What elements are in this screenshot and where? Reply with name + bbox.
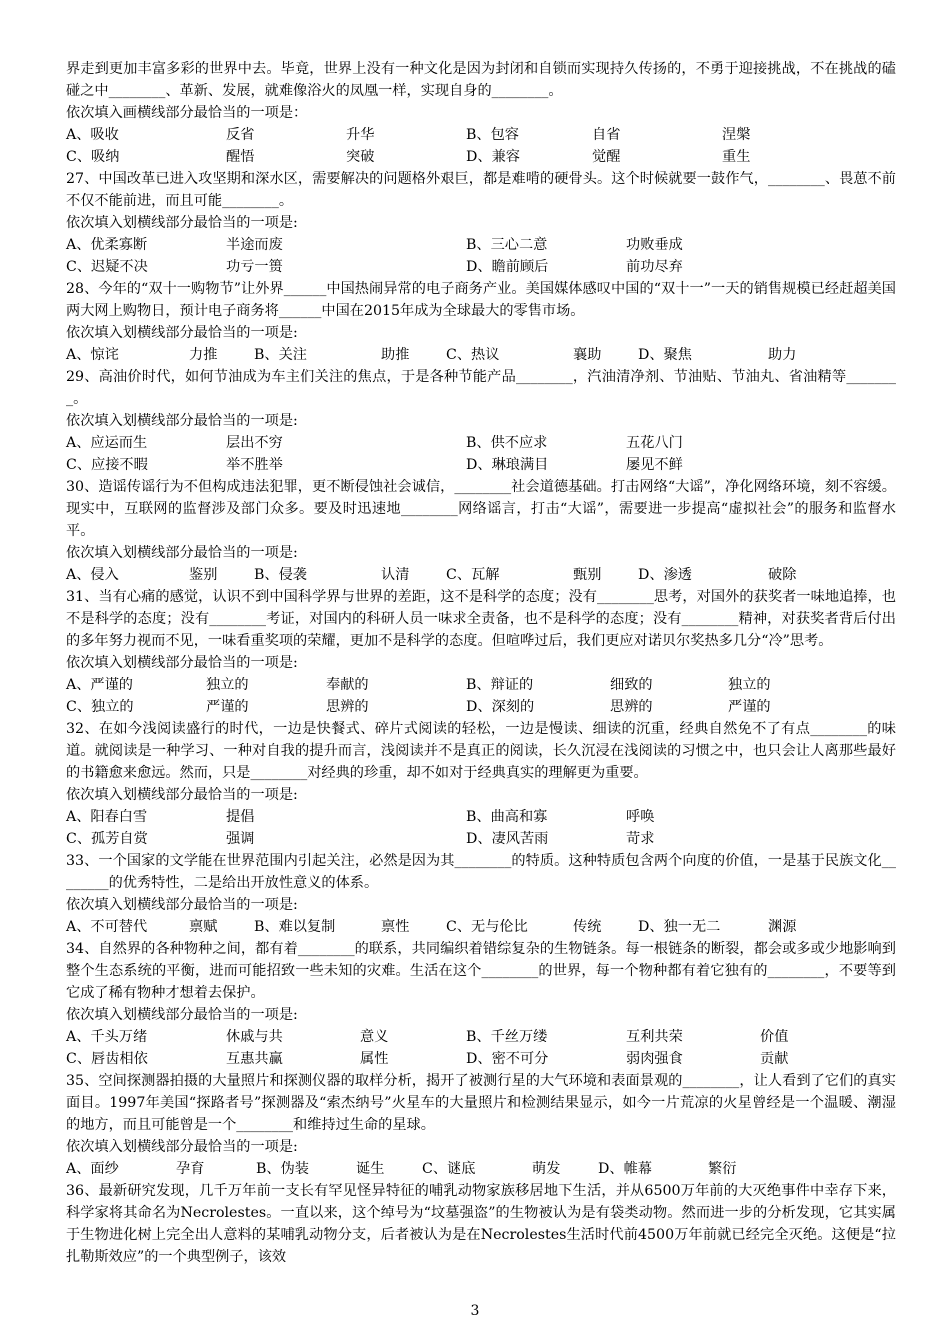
option-d-word: 助力 [768, 347, 797, 363]
option-a-word: 半途而废 [226, 237, 283, 253]
option-c-word: 传统 [573, 919, 602, 935]
q33-text: 33、一个国家的文学能在世界范围内引起关注，必然是因为其________的特质。这种特质包含两个向度的价值，一是基于民族文化________的优秀特性，二是给出开放性意义的体系。 [66, 853, 896, 891]
option-c-word: 严谨的 [206, 699, 249, 715]
option-d-word: 思辨的 [610, 699, 653, 715]
option-a: A、阳春白雪 [66, 809, 148, 825]
option-a-word: 力推 [189, 347, 218, 363]
option-d: D、深刻的 [466, 699, 535, 715]
q34-option-row [66, 1048, 896, 1070]
q34-prompt: 依次填入划横线部分最恰当的一项是: [66, 1007, 298, 1023]
option-c-word: 甄别 [573, 567, 602, 583]
q34-text: 34、自然界的各种物种之间，都有着________的联系，共同编织着错综复杂的生物链条。每一根链条的断裂，都会或多或少地影响到整个生态系统的平衡，进而可能招致一些未知的灾难。生活在这个________的世界，每一个物种都有着它独有的________，不要等到它成了稀有物种才想着去保护。 [66, 941, 896, 1001]
option-d-word: 破除 [768, 567, 797, 583]
q28-option-row [66, 344, 896, 366]
option-d-word: 弱肉强食 [626, 1051, 683, 1067]
option-a: A、不可替代 [66, 919, 148, 935]
option-d-word: 屡见不鲜 [626, 457, 683, 473]
page-number: 3 [470, 1303, 480, 1319]
q35-prompt: 依次填入划横线部分最恰当的一项是: [66, 1139, 298, 1155]
option-a-word: 升华 [346, 127, 375, 143]
option-c: C、无与伦比 [446, 919, 528, 935]
q31-option-row [66, 674, 896, 696]
option-a: A、吸收 [66, 127, 119, 143]
document-page [66, 58, 896, 1268]
option-a-word: 层出不穷 [226, 435, 283, 451]
q29-option-row [66, 432, 896, 454]
option-c: C、迟疑不决 [66, 259, 148, 275]
option-d-word: 前功尽弃 [626, 259, 683, 275]
q31-text: 31、当有心痛的感觉，认识不到中国科学界与世界的差距，这不是科学的态度；没有________思考，对国外的获奖者一味地追捧，也不是科学的态度；没有________考证，对国内的科研人员一味求全责备，也不是科学的态度；没有________精神，对获奖者背后付出的多年努力视而不见，一味看重奖项的荣耀，更加不是科学的态度。但喧哗过后，我们更应对诺贝尔奖热多几分“冷”思考。 [66, 589, 896, 649]
option-d-word: 苛求 [626, 831, 655, 847]
option-d: D、瞻前顾后 [466, 259, 549, 275]
option-b: B、关注 [254, 347, 307, 363]
option-b-word: 涅槃 [722, 127, 751, 143]
option-b: B、伪装 [256, 1161, 309, 1177]
q28-text: 28、今年的“双十一购物节”让外界______中国热闹异常的电子商务产业。美国媒体感叹中国的“双十一”一天的销售规模已经赶超美国两大网上购物日，预计电子商务将______中国在2015年成为全球最大的零售市场。 [66, 281, 896, 319]
option-a: A、千头万绪 [66, 1029, 148, 1045]
option-b-word: 五花八门 [626, 435, 683, 451]
option-c: C、吸纳 [66, 149, 120, 165]
q30-text: 30、造谣传谣行为不但构成违法犯罪，更不断侵蚀社会诚信，________社会道德基础。打击网络“大谣”，净化网络环境，刻不容缓。现实中，互联网的监督涉及部门众多。要及时迅速地________网络谣言，打击“大谣”，需要进一步提高“虚拟社会”的服务和监督水平。 [66, 479, 896, 539]
option-d: D、渗透 [638, 567, 692, 583]
option-c-word: 属性 [360, 1051, 389, 1067]
q35-text: 35、空间探测器拍摄的大量照片和探测仪器的取样分析，揭开了被测行星的大气环境和表面景观的________，让人看到了它们的真实面目。1997年美国“探路者号”探测器及“索杰纳号”火星车的大量照片和检测结果显示，如今一片荒凉的火星曾经是一个温暖、潮湿的地方，而且可能曾是一个________和维持过生命的星球。 [66, 1073, 896, 1133]
option-b-word: 诞生 [356, 1161, 385, 1177]
q29-text: 29、高油价时代，如何节油成为车主们关注的焦点，于是各种节能产品________，汽油清净剂、节油贴、节油丸、省油精等________。 [66, 369, 896, 407]
q27-text: 27、中国改革已进入攻坚期和深水区，需要解决的问题格外艰巨，都是难啃的硬骨头。这个时候就要一鼓作气，________、畏葸不前不仅不能前进，而且可能________。 [66, 171, 896, 209]
option-a-word: 独立的 [206, 677, 249, 693]
option-d: D、凄风苦雨 [466, 831, 549, 847]
q26-option-row [66, 146, 896, 168]
option-b: B、侵袭 [254, 567, 307, 583]
option-c-word: 萌发 [532, 1161, 561, 1177]
option-d: D、聚焦 [638, 347, 692, 363]
option-c-word: 举不胜举 [226, 457, 283, 473]
q31-prompt: 依次填入划横线部分最恰当的一项是: [66, 655, 298, 671]
option-c-word: 思辨的 [326, 699, 369, 715]
option-b-word: 呼唤 [626, 809, 655, 825]
q32-options [66, 806, 896, 850]
option-c-word: 强调 [226, 831, 255, 847]
q36-text: 36、最新研究发现，几千万年前一支长有罕见怪异特征的哺乳动物家族移居地下生活，并从6500万年前的大灭绝事件中幸存下来，科学家将其命名为Necrolestes。一直以来，这个绰号为“坟墓强盗”的生物被认为是有袋类动物。然而进一步的分析发现，它其实属于生物进化树上完全出人意料的某哺乳动物分支，后者被认为是在Necrolestes生活时代前4500万年前就已经完全灭绝。这便是“拉扎勒斯效应”的一个典型例子，该效 [66, 1183, 896, 1265]
option-a: A、侵入 [66, 567, 119, 583]
option-b-word: 独立的 [728, 677, 771, 693]
option-b-word: 价值 [760, 1029, 789, 1045]
q35-option-row [66, 1158, 896, 1180]
option-d-word: 觉醒 [592, 149, 621, 165]
option-b: B、千丝万缕 [466, 1029, 548, 1045]
option-b-word: 禀性 [381, 919, 410, 935]
q32-option-row [66, 806, 896, 828]
option-b: B、供不应求 [466, 435, 548, 451]
q26-option-row [66, 124, 896, 146]
q31-options [66, 674, 896, 718]
option-c-word: 功亏一篑 [226, 259, 283, 275]
option-a-word: 休戚与共 [226, 1029, 283, 1045]
q32-prompt: 依次填入划横线部分最恰当的一项是: [66, 787, 298, 803]
option-d-word: 严谨的 [728, 699, 771, 715]
option-a: A、惊诧 [66, 347, 119, 363]
option-c: C、独立的 [66, 699, 134, 715]
q30-prompt: 依次填入划横线部分最恰当的一项是: [66, 545, 298, 561]
option-a: A、应运而生 [66, 435, 148, 451]
q34-option-row [66, 1026, 896, 1048]
option-d: D、独一无二 [638, 919, 721, 935]
q32-option-row [66, 828, 896, 850]
option-a-word: 鉴别 [189, 567, 218, 583]
q26-options [66, 124, 896, 168]
option-c-word: 突破 [346, 149, 375, 165]
option-d: D、兼容 [466, 149, 520, 165]
option-c: C、瓦解 [446, 567, 500, 583]
option-a: A、优柔寡断 [66, 237, 148, 253]
option-c: C、谜底 [422, 1161, 476, 1177]
option-a: A、严谨的 [66, 677, 133, 693]
option-a-word: 孕育 [176, 1161, 205, 1177]
q27-prompt: 依次填入划横线部分最恰当的一项是: [66, 215, 298, 231]
option-b: B、曲高和寡 [466, 809, 548, 825]
q32-text: 32、在如今浅阅读盛行的时代，一边是快餐式、碎片式阅读的轻松，一边是慢读、细读的沉重，经典自然免不了有点________的味道。就阅读是一种学习、一种对自我的提升而言，浅阅读并不是真正的阅读，长久沉浸在浅阅读的习惯之中，也只会让人离那些最好的书籍愈来愈远。然而，只是________对经典的珍重，却不如对于经典真实的理解更为重要。 [66, 721, 896, 781]
option-d: D、密不可分 [466, 1051, 549, 1067]
q30-option-row [66, 564, 896, 586]
option-a: A、面纱 [66, 1161, 119, 1177]
option-d-word: 渊源 [768, 919, 797, 935]
option-c: C、孤芳自赏 [66, 831, 148, 847]
option-c-word: 襄助 [573, 347, 602, 363]
intro-paragraph: 界走到更加丰富多彩的世界中去。毕竟，世界上没有一种文化是因为封闭和自锁而实现持久传扬的，不勇于迎接挑战，不在挑战的磕碰之中________、革新、发展，就难像浴火的凤凰一样，实现自身的________。 [66, 61, 896, 99]
option-a-word: 奉献的 [326, 677, 369, 693]
q29-prompt: 依次填入划横线部分最恰当的一项是: [66, 413, 298, 429]
option-b-word: 助推 [381, 347, 410, 363]
option-c: C、唇齿相依 [66, 1051, 148, 1067]
option-c-word: 醒悟 [226, 149, 255, 165]
q33-option-row [66, 916, 896, 938]
option-c: C、应接不暇 [66, 457, 148, 473]
q29-option-row [66, 454, 896, 476]
q29-options [66, 432, 896, 476]
option-b: B、包容 [466, 127, 519, 143]
q26-prompt: 依次填入画横线部分最恰当的一项是： [66, 105, 308, 121]
q27-options [66, 234, 896, 278]
option-d-word: 繁衍 [708, 1161, 737, 1177]
q31-option-row [66, 696, 896, 718]
option-a-word: 反省 [226, 127, 255, 143]
q33-prompt: 依次填入划横线部分最恰当的一项是: [66, 897, 298, 913]
option-a-word: 提倡 [226, 809, 255, 825]
option-c-word: 互惠共赢 [226, 1051, 283, 1067]
q28-prompt: 依次填入划横线部分最恰当的一项是: [66, 325, 298, 341]
q34-options [66, 1026, 896, 1070]
option-b-word: 功败垂成 [626, 237, 683, 253]
option-d-word: 重生 [722, 149, 751, 165]
option-b: B、难以复制 [254, 919, 336, 935]
option-b-word: 互利共荣 [626, 1029, 683, 1045]
option-b-word: 细致的 [610, 677, 653, 693]
q27-option-row [66, 234, 896, 256]
option-a-word: 意义 [360, 1029, 389, 1045]
q27-option-row [66, 256, 896, 278]
option-d: D、琳琅满目 [466, 457, 549, 473]
option-a-word: 禀赋 [189, 919, 218, 935]
option-c: C、热议 [446, 347, 500, 363]
option-b-word: 自省 [592, 127, 621, 143]
option-b: B、三心二意 [466, 237, 548, 253]
option-b: B、辩证的 [466, 677, 534, 693]
option-d-word: 贡献 [760, 1051, 789, 1067]
option-d: D、帷幕 [598, 1161, 652, 1177]
option-b-word: 认清 [381, 567, 410, 583]
